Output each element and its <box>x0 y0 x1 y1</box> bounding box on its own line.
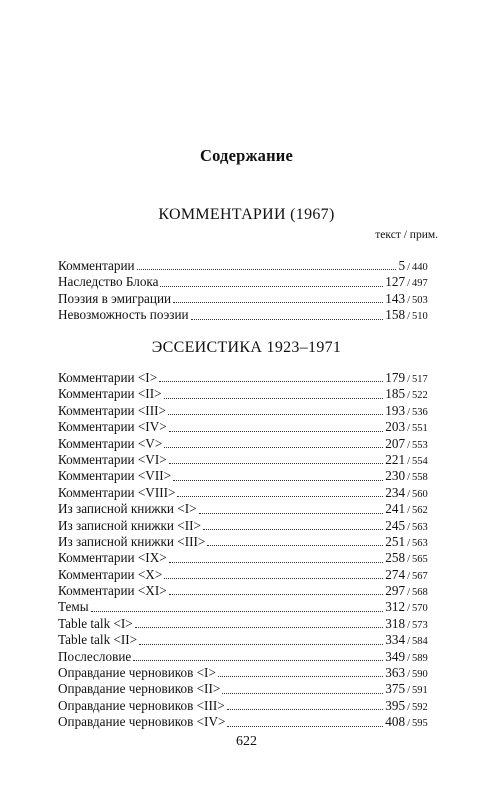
page-separator: / <box>407 587 410 599</box>
column-note: текст / прим. <box>375 229 438 241</box>
dot-leader <box>168 413 383 415</box>
toc-entry <box>58 518 438 534</box>
entry-note-page: 573 <box>412 619 428 631</box>
toc-entry <box>58 258 438 274</box>
page-separator: / <box>407 636 410 648</box>
page-separator: / <box>407 439 410 451</box>
page-separator: / <box>407 472 410 484</box>
entry-note-page: 536 <box>412 406 428 418</box>
toc-entry <box>58 698 438 714</box>
page-separator: / <box>407 505 410 517</box>
dot-leader <box>91 610 384 612</box>
dot-leader <box>173 479 383 481</box>
entry-page: 241 <box>385 501 406 517</box>
entry-note-page: 591 <box>412 685 428 697</box>
entry-title: Комментарии <box>58 258 135 273</box>
page-separator: / <box>407 406 410 418</box>
toc-entry <box>58 370 438 386</box>
dot-leader <box>169 430 384 432</box>
toc-entry <box>58 534 438 550</box>
entry-note-page: 584 <box>412 636 428 648</box>
entry-note-page: 551 <box>412 423 428 435</box>
entry-title: Невозможность поэзии <box>58 307 189 323</box>
entry-page: 185 <box>385 386 406 402</box>
page-title: Содержание <box>199 146 294 165</box>
entry-note-page: 567 <box>412 570 428 582</box>
page-separator: / <box>407 455 410 467</box>
toc-entry <box>58 468 438 484</box>
entry-page: 143 <box>385 290 406 306</box>
entry-note-page: 440 <box>412 262 428 273</box>
dot-leader <box>227 725 383 727</box>
entry-title: Поэзия в эмиграции <box>58 290 172 306</box>
page-number: 622 <box>236 734 257 749</box>
entry-title: Комментарии <V> <box>58 435 163 451</box>
dot-leader <box>191 318 384 320</box>
entry-note-page: 517 <box>412 374 428 385</box>
page-separator: / <box>407 311 410 323</box>
toc-entry <box>58 386 438 402</box>
toc-entry <box>58 632 438 648</box>
toc-entry <box>58 583 438 599</box>
entry-title: Послесловие <box>58 648 132 664</box>
entry-note-page: 563 <box>412 521 428 533</box>
entry-note-page: 595 <box>412 718 428 730</box>
entry-page: 203 <box>385 419 406 435</box>
toc-entry <box>58 485 438 501</box>
page-separator: / <box>407 701 410 713</box>
entry-note-page: 592 <box>412 701 428 713</box>
toc-entry <box>58 665 438 681</box>
toc-list <box>58 258 438 324</box>
entry-page: 312 <box>385 599 406 615</box>
entry-page: 334 <box>385 632 406 648</box>
dot-leader <box>135 626 384 628</box>
entry-page: 230 <box>385 468 406 484</box>
dot-leader <box>218 675 383 677</box>
entry-page: 5 <box>398 258 406 273</box>
entry-title: Table talk <I> <box>58 615 133 631</box>
toc-entry <box>58 403 438 419</box>
page-separator: / <box>407 537 410 549</box>
entry-note-page: 553 <box>412 439 428 451</box>
dot-leader <box>169 462 384 464</box>
entry-title: Оправдание черновиков <I> <box>58 665 216 681</box>
entry-note-page: 590 <box>412 669 428 681</box>
entry-note-page: 522 <box>412 390 428 402</box>
entry-title: Комментарии <IX> <box>58 550 167 566</box>
entry-title: Оправдание черновиков <IV> <box>58 714 226 730</box>
entry-title: Наследство Блока <box>58 274 159 290</box>
dot-leader <box>169 561 384 563</box>
toc-entry <box>58 501 438 517</box>
entry-page: 395 <box>385 697 406 713</box>
entry-title: Комментарии <XI> <box>58 583 167 599</box>
page-separator: / <box>407 521 410 533</box>
entry-title: Темы <box>58 599 89 615</box>
toc-entry <box>58 550 438 566</box>
entry-note-page: 568 <box>412 587 428 599</box>
section-heading: ЭССЕИСТИКА 1923–1971 <box>151 339 342 356</box>
page-separator: / <box>407 294 410 306</box>
page-separator: / <box>407 570 410 582</box>
entry-note-page: 570 <box>412 603 428 615</box>
entry-note-page: 558 <box>412 472 428 484</box>
entry-page: 375 <box>385 681 406 697</box>
page-separator: / <box>407 374 410 385</box>
entry-note-page: 563 <box>412 537 428 549</box>
toc-entry <box>58 599 438 615</box>
page-separator: / <box>407 488 410 500</box>
entry-title: Комментарии <I> <box>58 370 158 385</box>
page-separator: / <box>407 262 410 273</box>
entry-note-page: 562 <box>412 505 428 517</box>
toc-entry <box>58 419 438 435</box>
entry-page: 349 <box>385 648 406 664</box>
entry-title: Оправдание черновиков <III> <box>58 697 225 713</box>
entry-title: Из записной книжки <I> <box>58 501 197 517</box>
entry-note-page: 565 <box>412 554 428 566</box>
toc-entry <box>58 291 438 307</box>
page-separator: / <box>407 652 410 664</box>
page-separator: / <box>407 669 410 681</box>
toc-list <box>58 370 438 731</box>
dot-leader <box>207 544 383 546</box>
entry-note-page: 589 <box>412 652 428 664</box>
entry-page: 221 <box>385 451 406 467</box>
entry-title: Комментарии <VIII> <box>58 484 176 500</box>
toc-entry <box>58 452 438 468</box>
entry-page: 127 <box>385 274 406 290</box>
entry-title: Комментарии <VII> <box>58 468 172 484</box>
entry-page: 297 <box>385 583 406 599</box>
entry-page: 193 <box>385 402 406 418</box>
dot-leader <box>169 593 384 595</box>
entry-page: 408 <box>385 714 406 730</box>
entry-title: Оправдание черновиков <II> <box>58 681 221 697</box>
page-separator: / <box>407 554 410 566</box>
dot-leader <box>164 446 383 448</box>
entry-title: Table talk <II> <box>58 632 138 648</box>
toc-entry <box>58 714 438 730</box>
dot-leader <box>164 577 383 579</box>
dot-leader <box>203 528 383 530</box>
entry-page: 251 <box>385 533 406 549</box>
entry-note-page: 554 <box>412 455 428 467</box>
dot-leader <box>199 512 384 514</box>
toc-entry <box>58 274 438 290</box>
entry-page: 318 <box>385 615 406 631</box>
entry-title: Из записной книжки <II> <box>58 517 201 533</box>
entry-title: Комментарии <IV> <box>58 419 167 435</box>
entry-note-page: 503 <box>412 294 428 306</box>
toc-entry <box>58 436 438 452</box>
dot-leader <box>222 692 383 694</box>
toc-entry <box>58 567 438 583</box>
dot-leader <box>164 397 384 399</box>
entry-title: Из записной книжки <III> <box>58 533 206 549</box>
entry-title: Комментарии <II> <box>58 386 162 402</box>
entry-title: Комментарии <III> <box>58 402 166 418</box>
entry-page: 274 <box>385 566 406 582</box>
dot-leader <box>139 643 383 645</box>
entry-note-page: 497 <box>412 278 428 290</box>
dot-leader <box>160 285 383 287</box>
dot-leader <box>137 268 397 270</box>
page-separator: / <box>407 603 410 615</box>
entry-note-page: 510 <box>412 311 428 323</box>
toc-entry <box>58 616 438 632</box>
dot-leader <box>133 659 383 661</box>
page-separator: / <box>407 619 410 631</box>
toc-entry <box>58 307 438 323</box>
page-separator: / <box>407 278 410 290</box>
dot-leader <box>227 708 384 710</box>
page-separator: / <box>407 718 410 730</box>
toc-entry <box>58 681 438 697</box>
entry-page: 179 <box>385 370 406 385</box>
entry-page: 207 <box>385 435 406 451</box>
entry-note-page: 560 <box>412 488 428 500</box>
page-separator: / <box>407 685 410 697</box>
entry-page: 158 <box>385 307 406 323</box>
dot-leader <box>177 495 383 497</box>
section-heading: КОММЕНТАРИИ (1967) <box>158 206 335 223</box>
entry-page: 258 <box>385 550 406 566</box>
entry-title: Комментарии <X> <box>58 566 163 582</box>
page-separator: / <box>407 390 410 402</box>
entry-page: 363 <box>385 665 406 681</box>
page-separator: / <box>407 423 410 435</box>
entry-page: 245 <box>385 517 406 533</box>
entry-page: 234 <box>385 484 406 500</box>
entry-title: Комментарии <VI> <box>58 451 167 467</box>
dot-leader <box>173 301 383 303</box>
toc-entry <box>58 649 438 665</box>
dot-leader <box>159 380 383 382</box>
